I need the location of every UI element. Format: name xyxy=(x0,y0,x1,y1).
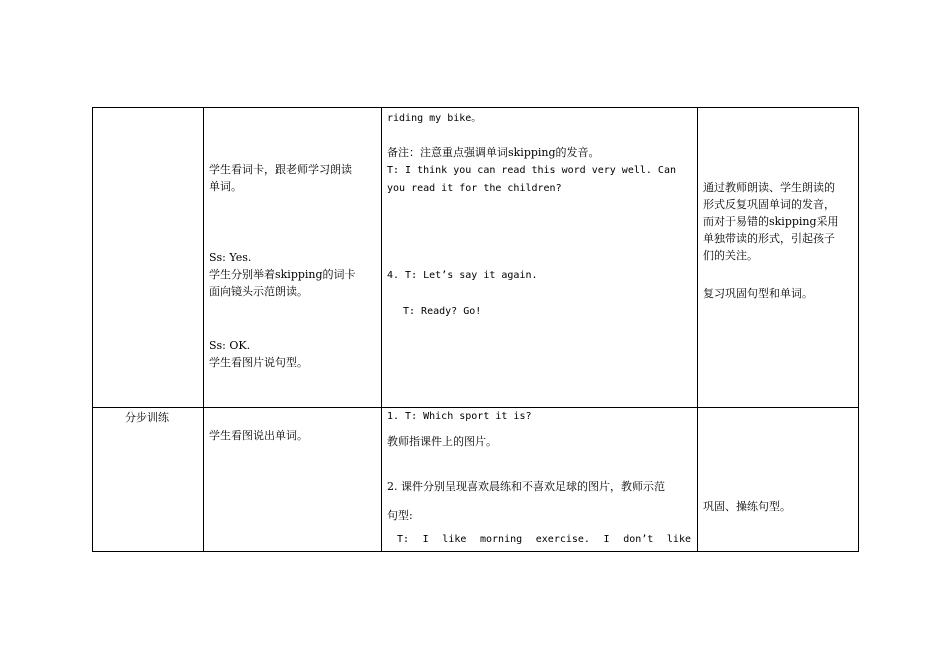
column-divider-2 xyxy=(381,108,382,551)
row2-teacher-text: T: I like morning exercise. I don’t like xyxy=(397,534,691,545)
row1-intent-text: 复习巩固句型和单词。 xyxy=(703,287,813,300)
row2-intent-text: 巩固、操练句型。 xyxy=(703,500,791,513)
row1-intent-text: 而对于易错的skipping采用 xyxy=(703,215,839,228)
row1-intent-text: 们的关注。 xyxy=(703,249,758,262)
lesson-plan-table xyxy=(92,107,859,552)
row2-teacher-text: 2. 课件分别呈现喜欢晨练和不喜欢足球的图片，教师示范 xyxy=(387,480,665,493)
row1-student-text: Ss: OK. xyxy=(209,339,251,352)
row1-student-text: 面向镜头示范朗读。 xyxy=(209,285,308,298)
row1-student-text: 学生看词卡，跟老师学习朗读 xyxy=(209,163,352,176)
row1-student-text: 学生分别举着skipping的词卡 xyxy=(209,268,356,281)
row1-teacher-note: 备注：注意重点强调单词skipping的发音。 xyxy=(387,146,600,159)
row1-student-text: 单词。 xyxy=(209,180,242,193)
row1-teacher-text: you read it for the children? xyxy=(387,183,562,194)
row1-teacher-text: T: I think you can read this word very well. Can xyxy=(387,165,676,176)
row1-student-text: 学生看图片说句型。 xyxy=(209,356,308,369)
row2-stage-cell: 分步训练 xyxy=(125,411,169,424)
row1-intent-text: 单独带读的形式，引起孩子 xyxy=(703,232,835,245)
column-divider-3 xyxy=(697,108,698,551)
row2-student-text: 学生看图说出单词。 xyxy=(209,429,308,442)
row1-teacher-text: T: Ready? Go! xyxy=(403,306,482,317)
row2-teacher-text: 1. T: Which sport it is? xyxy=(387,411,532,422)
row1-teacher-text: 4. T: Let’s say it again. xyxy=(387,270,538,281)
row1-teacher-text: riding my bike。 xyxy=(387,113,482,124)
row1-student-text: Ss: Yes. xyxy=(209,251,252,264)
row1-intent-text: 通过教师朗读、学生朗读的 xyxy=(703,181,835,194)
row1-intent-text: 形式反复巩固单词的发音， xyxy=(703,198,835,211)
row2-teacher-text: 句型: xyxy=(387,509,413,522)
row2-teacher-text: 教师指课件上的图片。 xyxy=(387,435,497,448)
column-divider-1 xyxy=(203,108,204,551)
